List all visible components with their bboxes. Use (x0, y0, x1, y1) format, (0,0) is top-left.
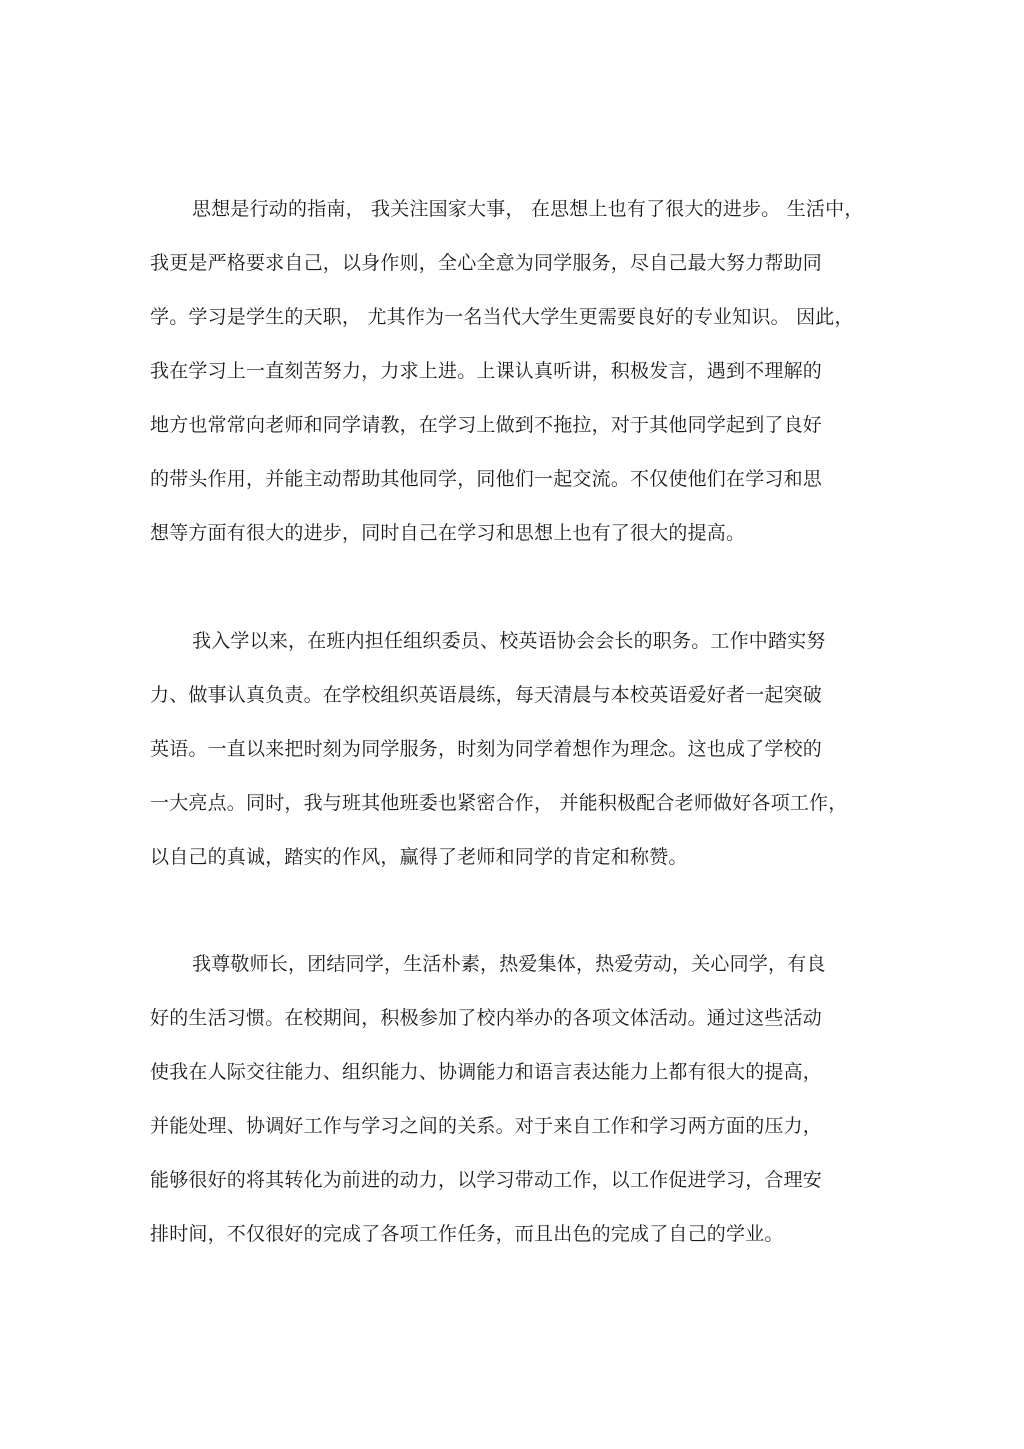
paragraph-thought-and-study (150, 182, 880, 560)
text-line: 我入学以来，在班内担任组织委员、校英语协会会长的职务。工作中踏实努 (192, 630, 826, 652)
text-line: 我更是严格要求自己，以身作则，全心全意为同学服务，尽自己最大努力帮助同 (150, 252, 823, 274)
text-line: 的带头作用，并能主动帮助其他同学，同他们一起交流。不仅使他们在学习和思 (150, 468, 823, 490)
text-line: 力、做事认真负责。在学校组织英语晨练，每天清晨与本校英语爱好者一起突破 (150, 684, 823, 706)
text-line: 能够很好的将其转化为前进的动力，以学习带动工作，以工作促进学习，合理安 (150, 1169, 823, 1191)
text-line: 并能处理、协调好工作与学习之间的关系。对于来自工作和学习两方面的压力， (150, 1115, 823, 1137)
paragraph-class-work (150, 614, 880, 884)
text-line: 使我在人际交往能力、组织能力、协调能力和语言表达能力上都有很大的提高， (150, 1061, 823, 1083)
paragraph-life-and-activities (150, 937, 880, 1261)
text-line: 我在学习上一直刻苦努力，力求上进。上课认真听讲，积极发言，遇到不理解的 (150, 360, 823, 382)
text-line: 地方也常常向老师和同学请教，在学习上做到不拖拉，对于其他同学起到了良好 (150, 414, 823, 436)
text-line: 思想是行动的指南， 我关注国家大事， 在思想上也有了很大的进步。 生活中， (192, 198, 864, 220)
text-line: 想等方面有很大的进步，同时自己在学习和思想上也有了很大的提高。 (150, 522, 746, 544)
text-line: 排时间，不仅很好的完成了各项工作任务，而且出色的完成了自己的学业。 (150, 1223, 784, 1245)
text-line: 学。学习是学生的天职， 尤其作为一名当代大学生更需要良好的专业知识。 因此， (150, 306, 854, 328)
text-line: 一大亮点。同时，我与班其他班委也紧密合作， 并能积极配合老师做好各项工作， (150, 792, 848, 814)
text-line: 我尊敬师长，团结同学，生活朴素，热爱集体，热爱劳动，关心同学，有良 (192, 953, 826, 975)
text-line: 以自己的真诚，踏实的作风，赢得了老师和同学的肯定和称赞。 (150, 846, 688, 868)
text-line: 好的生活习惯。在校期间，积极参加了校内举办的各项文体活动。通过这些活动 (150, 1007, 823, 1029)
text-line: 英语。一直以来把时刻为同学服务，时刻为同学着想作为理念。这也成了学校的 (150, 738, 823, 760)
